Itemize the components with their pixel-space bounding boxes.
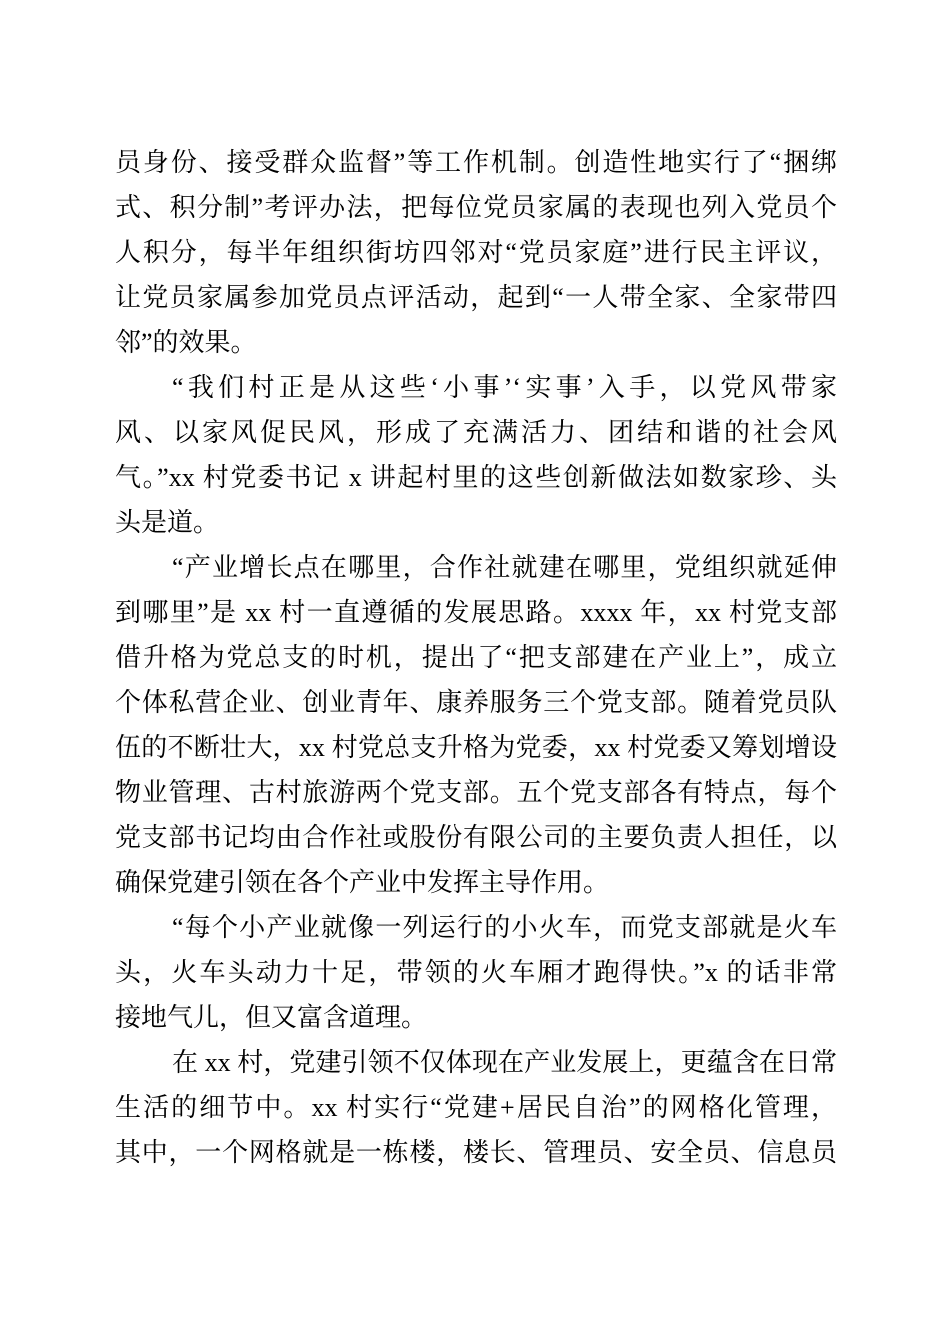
paragraph-4 (115, 905, 837, 1040)
text-line: 式、积分制”考评办法，把每位党员家属的表现也列入党员个 (115, 193, 837, 222)
paragraph-2 (115, 365, 837, 545)
text-line: 伍的不断壮大，xx 村党总支升格为党委，xx 村党委又筹划增设 (115, 733, 837, 762)
text-line: “每个小产业就像一列运行的小火车，而党支部就是火车 (172, 913, 837, 942)
text-line: 头是道。 (115, 508, 220, 537)
text-line: 气。”xx 村党委书记 x 讲起村里的这些创新做法如数家珍、头 (115, 463, 837, 492)
paragraph-1 (115, 140, 837, 365)
text-line: 头，火车头动力十足，带领的火车厢才跑得快。”x 的话非常 (115, 958, 837, 987)
text-line: 生活的细节中。xx 村实行“党建+居民自治”的网格化管理， (115, 1093, 837, 1122)
text-line: 其中，一个网格就是一栋楼，楼长、管理员、安全员、信息员 (115, 1138, 837, 1167)
text-line: “产业增长点在哪里，合作社就建在哪里，党组织就延伸 (172, 553, 837, 582)
text-line: 到哪里”是 xx 村一直遵循的发展思路。xxxx 年，xx 村党支部 (115, 598, 837, 627)
text-line: 党支部书记均由合作社或股份有限公司的主要负责人担任，以 (115, 823, 837, 852)
text-line: 风、以家风促民风，形成了充满活力、团结和谐的社会风 (115, 418, 837, 447)
text-line: 人积分，每半年组织街坊四邻对“党员家庭”进行民主评议， (115, 238, 837, 267)
document-body (115, 140, 837, 1175)
text-line: 个体私营企业、创业青年、康养服务三个党支部。随着党员队 (115, 688, 837, 717)
text-line: 员身份、接受群众监督”等工作机制。创造性地实行了“捆绑 (115, 148, 837, 177)
text-line: 让党员家属参加党员点评活动，起到“一人带全家、全家带四 (115, 283, 837, 312)
text-line: 接地气儿，但又富含道理。 (115, 1003, 428, 1032)
paragraph-5 (115, 1040, 837, 1175)
text-line: 借升格为党总支的时机，提出了“把支部建在产业上”，成立 (115, 643, 837, 672)
text-line: 邻”的效果。 (115, 328, 257, 357)
paragraph-3 (115, 545, 837, 905)
text-line: 在 xx 村，党建引领不仅体现在产业发展上，更蕴含在日常 (172, 1048, 837, 1077)
text-line: 物业管理、古村旅游两个党支部。五个党支部各有特点，每个 (115, 778, 837, 807)
text-line: 确保党建引领在各个产业中发挥主导作用。 (115, 868, 610, 897)
text-line: “我们村正是从这些‘小事’‘实事’入手，以党风带家 (172, 373, 837, 402)
